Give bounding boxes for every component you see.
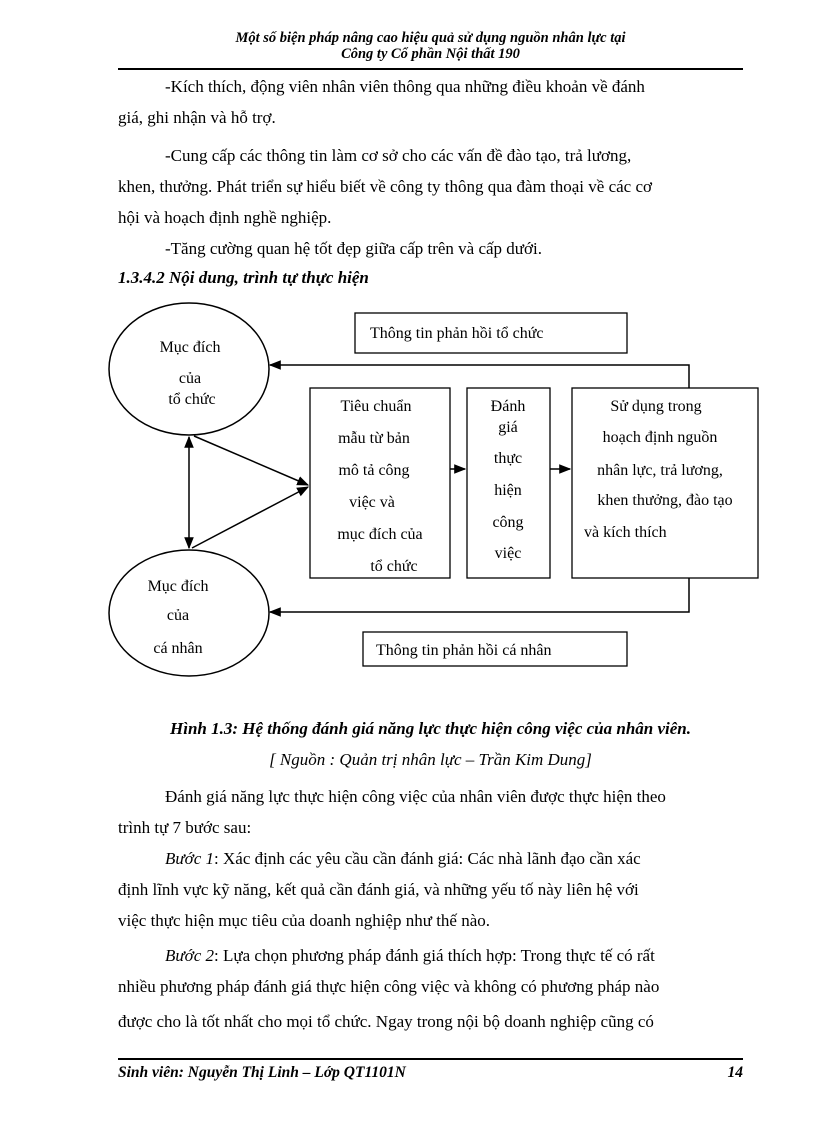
usage-line: nhân lực, trả lương,: [597, 462, 723, 479]
paragraph-line: trình tự 7 bước sau:: [118, 818, 252, 837]
footer-student: Sinh viên: Nguyễn Thị Linh – Lớp QT1101N: [118, 1064, 406, 1081]
step2-paragraph: [118, 940, 740, 1037]
personal-goal-line: cá nhân: [153, 640, 203, 657]
paragraph-line: định lĩnh vực kỹ năng, kết quả cần đánh giá, và những yếu tố này liên hệ với: [118, 880, 639, 899]
personal-to-standards-arrow: [192, 487, 308, 548]
org-goal-line: tổ chức: [168, 391, 216, 408]
paragraph-line: -Kích thích, động viên nhân viên thông qua những điều khoản về đánh: [165, 77, 645, 96]
page-footer: [118, 1064, 743, 1082]
paragraph-line: [118, 843, 740, 874]
evaluation-line: giá: [498, 419, 518, 436]
org-goal-ellipse: [109, 303, 269, 435]
usage-line: Sử dụng trong: [610, 398, 702, 415]
paragraph-line: Đánh giá năng lực thực hiện công việc của nhân viên được thực hiện theo: [165, 787, 666, 806]
feedback-org-label: Thông tin phản hồi tổ chức: [370, 325, 544, 342]
figure-source: [ Nguồn : Quản trị nhân lực – Trần Kim Dung]: [269, 750, 592, 769]
standards-box: [310, 388, 450, 578]
usage-line: và kích thích: [584, 524, 667, 541]
evaluation-line: thực: [493, 450, 523, 467]
usage-line: khen thưởng, đào tạo: [597, 492, 733, 509]
paragraph-line: khen, thưởng. Phát triển sự hiểu biết về công ty thông qua đàm thoại về các cơ: [118, 177, 652, 196]
paragraph-line: [118, 940, 740, 971]
paragraph-2: [118, 140, 740, 233]
page-header: [118, 30, 743, 62]
evaluation-system-diagram: [0, 300, 816, 700]
step1-paragraph: [118, 843, 740, 936]
feedback-personal-label: Thông tin phản hồi cá nhân: [376, 642, 552, 659]
header-rule: [118, 68, 743, 70]
org-goal-line: của: [178, 370, 202, 387]
org-goal-line: Mục đích: [159, 339, 221, 356]
figure-caption: Hình 1.3: Hệ thống đánh giá năng lực thực hiện công việc của nhân viên.: [170, 719, 691, 738]
paragraph-3: [118, 233, 740, 264]
step1-label: Bước 1: [165, 849, 215, 868]
header-title-line1: Một số biện pháp nâng cao hiệu quả sử dụng nguồn nhân lực tại: [235, 30, 626, 46]
step2-label: Bước 2: [165, 946, 215, 965]
personal-goal-line: của: [166, 607, 190, 624]
evaluation-line: hiện: [494, 482, 522, 499]
paragraph-line: việc thực hiện mục tiêu của doanh nghiệp như thế nào.: [118, 911, 491, 930]
evaluation-line: việc: [494, 545, 522, 562]
step1-text: : Xác định các yêu cầu cần đánh giá: Các nhà lãnh đạo cần xác: [214, 849, 641, 868]
standards-line: mục đích của: [337, 526, 423, 543]
paragraph-line: -Cung cấp các thông tin làm cơ sở cho các vấn đề đào tạo, trả lương,: [165, 146, 632, 165]
header-title-line2: Công ty Cổ phần Nội thất 190: [341, 46, 520, 62]
standards-line: mô tả công: [338, 462, 410, 479]
paragraph-line: nhiều phương pháp đánh giá thực hiện công việc và không có phương pháp nào: [118, 977, 660, 996]
standards-line: tổ chức: [370, 558, 418, 575]
paragraph-line: được cho là tốt nhất cho mọi tổ chức. Ngay trong nội bộ doanh nghiệp cũng có: [118, 1012, 654, 1031]
standards-line: việc và: [349, 494, 395, 511]
feedback-personal-arrow: [270, 578, 689, 612]
section-heading: 1.3.4.2 Nội dung, trình tự thực hiện: [118, 268, 369, 287]
paragraph-line: hội và hoạch định nghề nghiệp.: [118, 208, 332, 227]
personal-goal-line: Mục đích: [147, 578, 209, 595]
paragraph-1: [118, 71, 740, 133]
paragraph-line: giá, ghi nhận và hỗ trợ.: [118, 108, 276, 127]
usage-box: [572, 388, 758, 578]
paragraph-line: -Tăng cường quan hệ tốt đẹp giữa cấp trên và cấp dưới.: [165, 239, 542, 258]
evaluation-line: Đánh: [490, 398, 526, 415]
standards-line: Tiêu chuẩn: [340, 398, 412, 415]
page-number: 14: [727, 1064, 743, 1081]
step2-text: : Lựa chọn phương pháp đánh giá thích hợp: Trong thực tế có rất: [214, 946, 655, 965]
standards-line: mẫu từ bản: [338, 430, 410, 447]
intro-paragraph: [118, 781, 740, 843]
evaluation-line: công: [492, 514, 524, 531]
org-to-standards-arrow: [194, 436, 308, 485]
feedback-org-arrow: [270, 365, 689, 388]
usage-line: hoạch định nguồn: [602, 429, 718, 446]
footer-rule: [118, 1058, 743, 1060]
